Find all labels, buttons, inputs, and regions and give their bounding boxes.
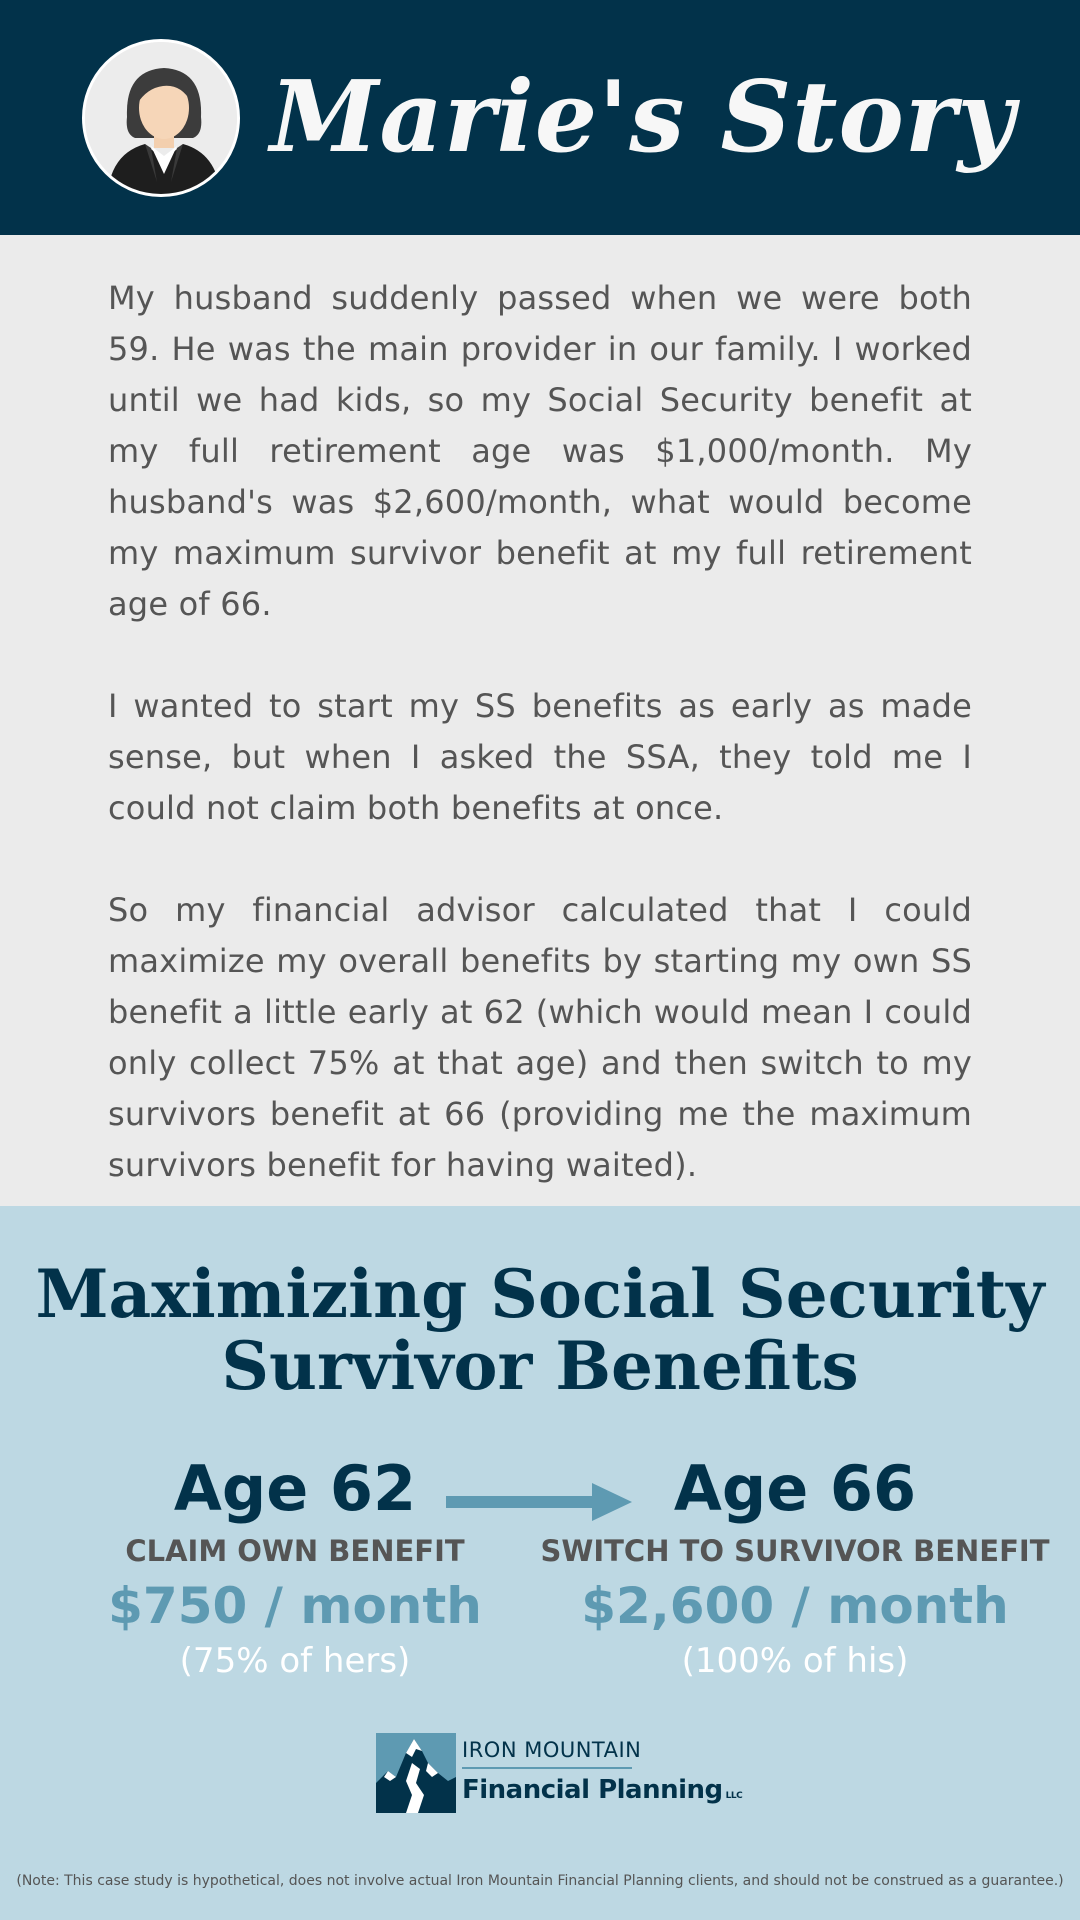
header-banner (0, 0, 1080, 235)
infographic-title (0, 1255, 1080, 1405)
logo-line1: IRON MOUNTAIN (462, 1738, 642, 1762)
story-section (0, 235, 1080, 1206)
age-62-label: Age 62 (173, 1452, 417, 1525)
story-paragraph: I wanted to start my SS benefits as early as made sense, but when I asked the SSA, they told me I could not claim both benefits at once. (108, 687, 972, 827)
own-benefit-percent: (75% of hers) (179, 1641, 411, 1681)
story-paragraph: My husband suddenly passed when we were both 59. He was the main provider in our family. I worked until we had kids, so my Social Security benefit at my full retirement age was $1,000/month. My husband's was $2,600/month, what would become my maximum survivor benefit at my full retirement age of 66. (108, 279, 972, 623)
mountain-logo-icon (376, 1733, 456, 1813)
logo-line2 (462, 1773, 742, 1813)
logo-line2-text: Financial Planning (462, 1775, 723, 1805)
survivor-benefit-amount: $2,600 / month (581, 1577, 1009, 1635)
disclaimer-note: (Note: This case study is hypothetical, does not involve actual Iron Mountain Financial Planning clients, and should not be construed as a guarantee.) (16, 1873, 1064, 1889)
company-logo (376, 1733, 743, 1815)
page-title: Marie's Story (270, 60, 1016, 175)
logo-divider (462, 1767, 632, 1769)
infographic-title-line1: Maximizing Social Security (35, 1255, 1045, 1333)
age-66-label: Age 66 (673, 1452, 917, 1525)
infographic-section (0, 1206, 1080, 1920)
survivor-benefit-percent: (100% of his) (681, 1641, 909, 1681)
age-66-block (530, 1451, 1060, 1683)
infographic-title-line2: Survivor Benefits (221, 1327, 859, 1405)
story-text (108, 273, 972, 1242)
own-benefit-amount: $750 / month (108, 1577, 482, 1635)
switch-survivor-benefit-label: SWITCH TO SURVIVOR BENEFIT (540, 1534, 1050, 1568)
woman-avatar-icon (82, 39, 240, 197)
logo-llc: LLC (725, 1791, 743, 1801)
story-paragraph: So my financial advisor calculated that I could maximize my overall benefits by starting my own SS benefit a little early at 62 (which would mean I could only collect 75% at that age) and then switch to my survivors benefit at 66 (providing me the maximum survivors benefit for having waited). (108, 891, 972, 1184)
claim-own-benefit-label: CLAIM OWN BENEFIT (125, 1534, 465, 1568)
age-62-block (90, 1451, 500, 1683)
